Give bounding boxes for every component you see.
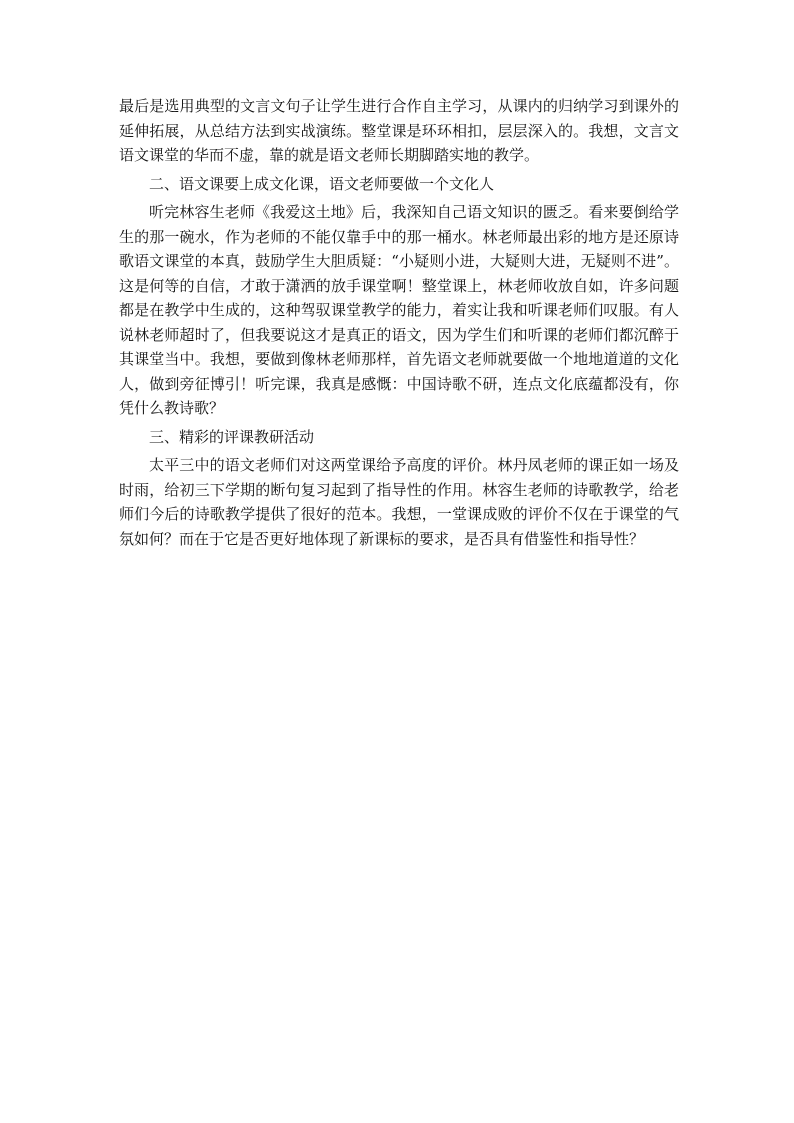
document-page	[119, 94, 679, 551]
paragraph-section-3: 太平三中的语文老师们对这两堂课给予高度的评价。林丹凤老师的课正如一场及时雨，给初三下学期的断句复习起到了指导性的作用。林容生老师的诗歌教学，给老师们今后的诗歌教学提供了很好的范本。我想，一堂课成败的评价不仅在于课堂的气氛如何？而在于它是否更好地体现了新课标的要求，是否具有借鉴性和指导性？	[119, 456, 679, 548]
paragraph-section-2: 听完林容生老师《我爱这土地》后，我深知自己语文知识的匮乏。看来要倒给学生的那一碗水，作为老师的不能仅靠手中的那一桶水。林老师最出彩的地方是还原诗歌语文课堂的本真，鼓励学生大胆质疑：“小疑则小进，大疑则大进，无疑则不进”。这是何等的自信，才敢于潇洒的放手课堂啊！整堂课上，林老师收放自如，许多问题都是在教学中生成的，这种驾驭课堂教学的能力，着实让我和听课老师们叹服。有人说林老师超时了，但我要说这才是真正的语文，因为学生们和听课的老师们都沉醉于其课堂当中。我想，要做到像林老师那样，首先语文老师就要做一个地地道道的文化人，做到旁征博引！听完课，我真是感慨：中国诗歌不研，连点文化底蕴都没有，你凭什么教诗歌？	[119, 203, 679, 417]
section-heading-3: 三、精彩的评课教研活动	[149, 427, 315, 446]
paragraph-intro: 最后是选用典型的文言文句子让学生进行合作自主学习，从课内的归纳学习到课外的延伸拓展，从总结方法到实战演练。整堂课是环环相扣，层层深入的。我想，文言文语文课堂的华而不虚，靠的就是语文老师长期脚踏实地的教学。	[119, 97, 679, 164]
section-heading-2: 二、语文课要上成文化课，语文老师要做一个文化人	[149, 174, 495, 193]
